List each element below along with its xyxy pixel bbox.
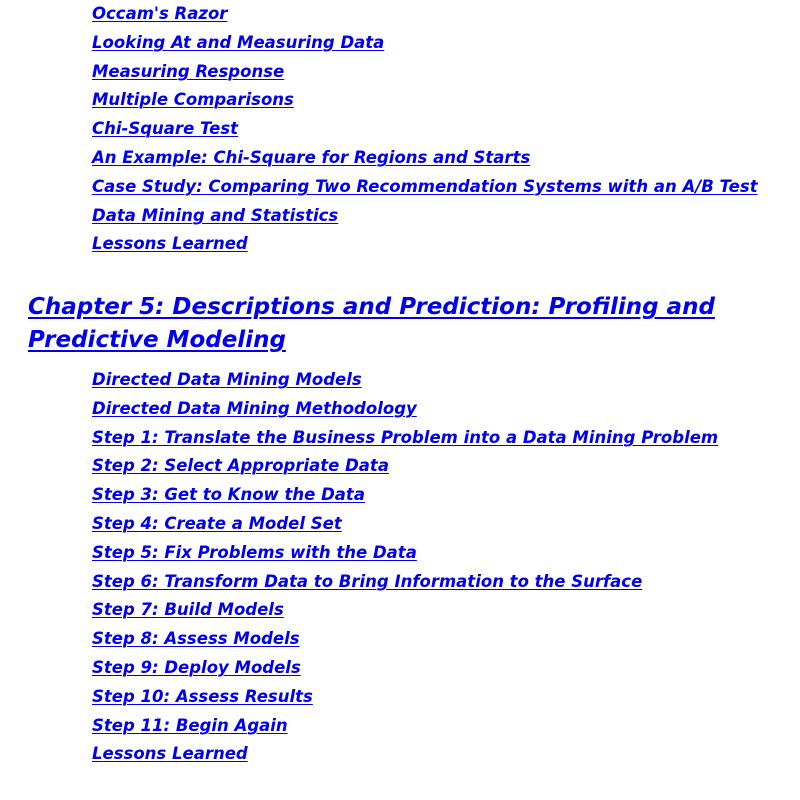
toc-link-step-4[interactable]: Step 4: Create a Model Set [92, 513, 342, 533]
toc-link-chi-square-example[interactable]: An Example: Chi-Square for Regions and Starts [92, 147, 531, 167]
toc-link-chi-square-test[interactable]: Chi-Square Test [92, 119, 239, 139]
list-item [0, 230, 758, 259]
toc-link-directed-methodology[interactable]: Directed Data Mining Methodology [92, 398, 417, 418]
toc-link-step-6[interactable]: Step 6: Transform Data to Bring Information to the Surface [92, 571, 643, 591]
toc-link-data-mining-statistics[interactable]: Data Mining and Statistics [92, 205, 339, 225]
list-item [0, 539, 718, 568]
list-item [0, 366, 718, 395]
toc-link-step-3[interactable]: Step 3: Get to Know the Data [92, 485, 365, 505]
chapter-5-link[interactable]: Chapter 5: Descriptions and Prediction: Profiling and Predictive Modeling [28, 294, 715, 353]
list-item [0, 683, 718, 712]
list-item [0, 86, 758, 115]
toc-link-step-11[interactable]: Step 11: Begin Again [92, 715, 288, 735]
list-item [0, 654, 718, 683]
toc-link-step-10[interactable]: Step 10: Assess Results [92, 686, 313, 706]
toc-link-step-2[interactable]: Step 2: Select Appropriate Data [92, 456, 389, 476]
chapter-4-subsection-list [0, 0, 758, 259]
list-item [0, 424, 718, 453]
list-item [0, 568, 718, 597]
list-item [0, 740, 718, 769]
list-item [0, 0, 758, 29]
list-item [0, 395, 718, 424]
list-item [0, 596, 718, 625]
toc-link-lessons-learned[interactable]: Lessons Learned [92, 234, 248, 254]
list-item [0, 712, 718, 741]
toc-link-case-study-ab-test[interactable]: Case Study: Comparing Two Recommendation Systems with an A/B Test [92, 176, 758, 196]
list-item [0, 452, 718, 481]
toc-link-step-7[interactable]: Step 7: Build Models [92, 600, 284, 620]
toc-link-multiple-comparisons[interactable]: Multiple Comparisons [92, 90, 294, 110]
list-item [0, 202, 758, 231]
list-item [0, 115, 758, 144]
toc-link-measuring-response[interactable]: Measuring Response [92, 61, 285, 81]
toc-link-directed-models[interactable]: Directed Data Mining Models [92, 370, 362, 389]
toc-link-occams-razor[interactable]: Occam's Razor [92, 4, 228, 23]
list-item [0, 58, 758, 87]
toc-link-looking-at-measuring-data[interactable]: Looking At and Measuring Data [92, 32, 385, 52]
toc-link-step-9[interactable]: Step 9: Deploy Models [92, 657, 301, 677]
list-item [0, 173, 758, 202]
toc-link-lessons-learned-ch5[interactable]: Lessons Learned [92, 744, 248, 764]
list-item [0, 510, 718, 539]
toc-link-step-1[interactable]: Step 1: Translate the Business Problem into a Data Mining Problem [92, 427, 719, 447]
list-item [0, 625, 718, 654]
list-item [0, 29, 758, 58]
list-item [0, 481, 718, 510]
chapter-heading [28, 291, 788, 357]
chapter-5-subsection-list [0, 366, 718, 769]
list-item [0, 144, 758, 173]
toc-link-step-8[interactable]: Step 8: Assess Models [92, 629, 300, 649]
toc-link-step-5[interactable]: Step 5: Fix Problems with the Data [92, 542, 417, 562]
